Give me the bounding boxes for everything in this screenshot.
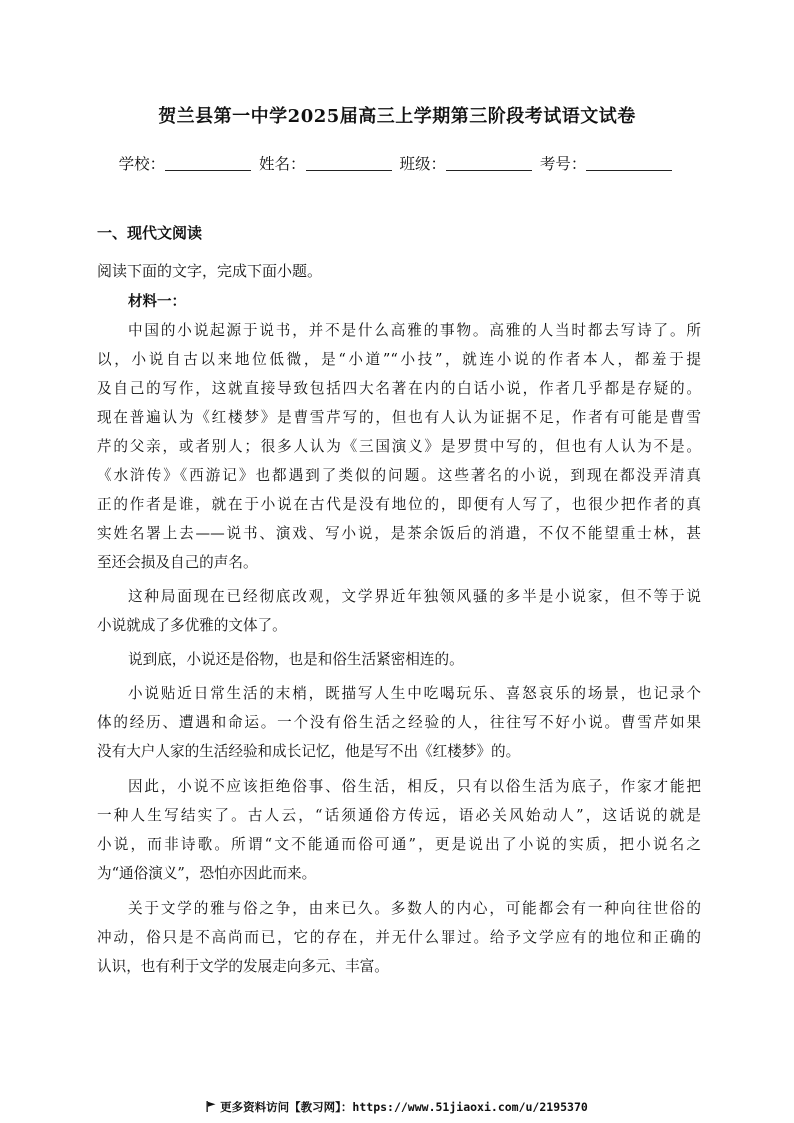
- school-label: 学校：: [118, 155, 166, 173]
- school-blank[interactable]: [165, 156, 251, 171]
- class-field: [399, 152, 535, 174]
- page-title: 贺兰县第一中学2025届高三上学期第三阶段考试语文试卷: [158, 106, 636, 127]
- material-label: 材料一：: [128, 294, 186, 310]
- student-info-row: [0, 152, 794, 174]
- exam-number-field: [540, 152, 676, 174]
- paragraph-line: 关于文学的雅与俗之争，由来已久。多数人的内心，可能都会有一种向往世俗的: [128, 900, 701, 917]
- paragraph-line: 小说贴近日常生活的末梢，既描写人生中吃喝玩乐、喜怒哀乐的场景，也记录个: [128, 685, 701, 702]
- paragraph-line: 中国的小说起源于说书，并不是什么高雅的事物。高雅的人当时都去写诗了。所: [128, 322, 701, 339]
- section-heading: 一、现代文阅读: [97, 224, 203, 242]
- flag-icon: [206, 1101, 216, 1115]
- paragraph-line: 小说，而非诗歌。所谓“文不能通而俗可通”，更是说出了小说的实质，把小说名之: [97, 836, 701, 853]
- paragraph-line: 说到底，小说还是俗物，也是和俗生活紧密相连的。: [128, 651, 464, 668]
- paragraph-line: 《水浒传》《西游记》也都遇到了类似的问题。这些著名的小说，到现在都没弄清真: [97, 467, 701, 484]
- paragraph-line: 一种人生写结实了。古人云，“话须通俗方传远，语必关风始动人”，这话说的就是: [97, 807, 701, 824]
- exam-number-blank[interactable]: [586, 156, 672, 171]
- footer-text: 更多资料访问【教习网】：https://www.51jiaoxi.com/u/2195370: [220, 1100, 588, 1114]
- paragraph-line: 以，小说自古以来地位低微，是“小道”“小技”，就连小说的作者本人，都羞于提: [97, 351, 701, 368]
- paragraph-line: 正的作者是谁，就在于小说在古代是没有地位的，即便有人写了，也很少把作者的真: [97, 496, 701, 513]
- paragraph-line: 因此，小说不应该拒绝俗事、俗生活，相反，只有以俗生活为底子，作家才能把: [128, 778, 701, 795]
- exam-number-label: 考号：: [539, 155, 587, 173]
- reading-instruction: 阅读下面的文字，完成下面小题。: [97, 262, 323, 280]
- name-field: [259, 152, 395, 174]
- paragraph-line: 及自己的写作，这就直接导致包括四大名著在内的白话小说，作者几乎都是存疑的。: [97, 380, 701, 397]
- name-label: 姓名：: [259, 155, 306, 173]
- paragraph-line: 冲动，俗只是不高尚而已，它的存在，并无什么罪过。给予文学应有的地位和正确的: [97, 929, 701, 946]
- footer-link[interactable]: [0, 1099, 794, 1115]
- paragraph-line: 为“通俗演义”，恐怕亦因此而来。: [97, 865, 317, 882]
- paragraph-line: 芹的父亲，或者别人；很多人认为《三国演义》是罗贯中写的，但也有人认为不是。: [97, 438, 701, 455]
- paragraph-line: 现在普遍认为《红楼梦》是曹雪芹写的，但也有人认为证据不足，作者有可能是曹雪: [97, 409, 701, 426]
- class-label: 班级：: [399, 155, 446, 173]
- paragraph-line: 至还会损及自己的声名。: [97, 554, 258, 571]
- paragraph-line: 这种局面现在已经彻底改观，文学界近年独领风骚的多半是小说家，但不等于说: [128, 588, 701, 605]
- paragraph-line: 实姓名署上去——说书、演戏、写小说，是茶余饭后的消遣，不仅不能望重士林，甚: [97, 525, 701, 542]
- school-field: [119, 152, 255, 174]
- name-blank[interactable]: [306, 156, 392, 171]
- paragraph-line: 小说就成了多优雅的文体了。: [97, 617, 287, 634]
- paragraph-line: 体的经历、遭遇和命运。一个没有俗生活之经验的人，往往写不好小说。曹雪芹如果: [97, 714, 701, 731]
- paragraph-line: 认识，也有利于文学的发展走向多元、丰富。: [97, 958, 389, 975]
- paragraph-line: 没有大户人家的生活经验和成长记忆，他是写不出《红楼梦》的。: [97, 743, 521, 760]
- class-blank[interactable]: [446, 156, 532, 171]
